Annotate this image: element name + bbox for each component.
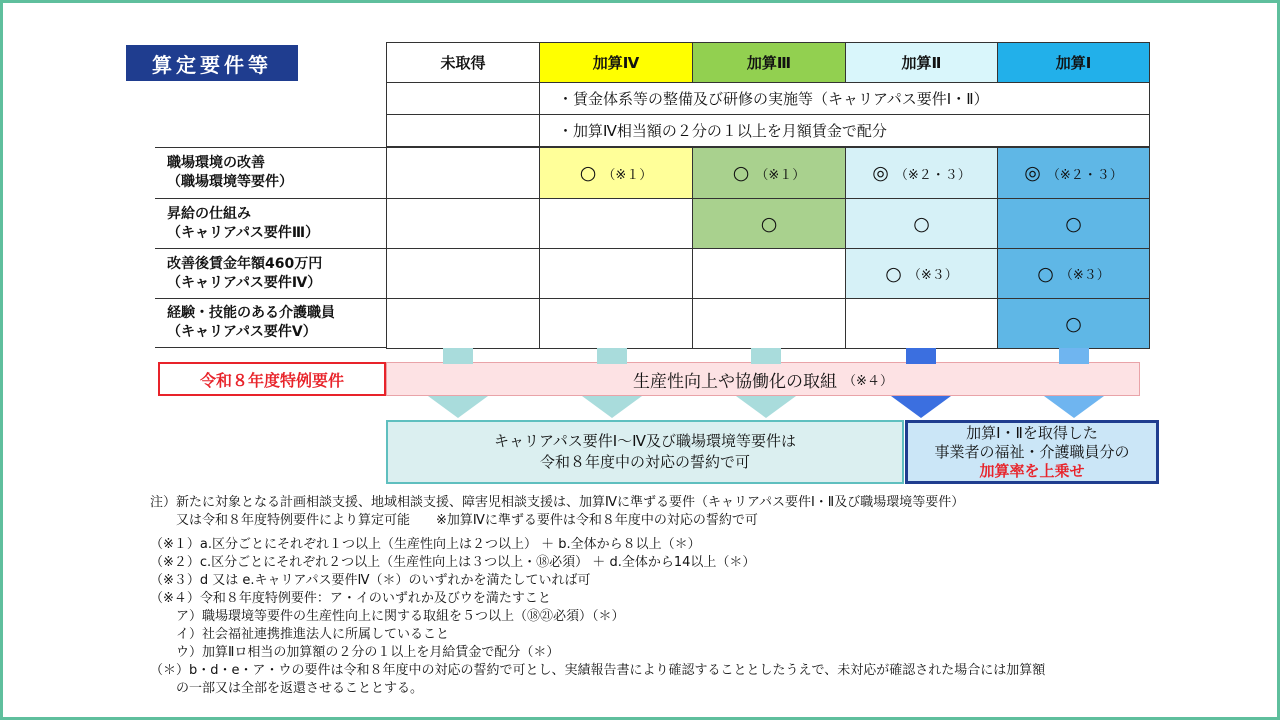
down-arrow-icon <box>428 396 488 418</box>
column-header-label: 未取得 <box>440 54 486 72</box>
requirement-cell <box>845 198 998 249</box>
column-header-label: 加算Ⅲ <box>746 54 792 72</box>
row-label-line: 職場環境の改善 <box>167 155 265 171</box>
column-header <box>997 42 1150 83</box>
requirement-mark: ○ <box>885 262 902 285</box>
column-header <box>386 42 540 83</box>
arrow-stem <box>1059 348 1089 364</box>
requirement-mark: ◎ <box>872 162 889 184</box>
column-header-label: 加算Ⅰ <box>1055 54 1092 72</box>
requirement-cell <box>539 248 693 299</box>
footnote-line: （※１）a.区分ごとにそれぞれ１つ以上（生産性向上は２つ以上） ＋ b.全体から８以上（＊） <box>150 537 701 552</box>
row-label-line: 昇給の仕組み <box>167 205 251 222</box>
row-label <box>155 198 386 248</box>
requirement-cell <box>386 248 540 299</box>
arrow-stem <box>597 348 627 364</box>
footnote-line: （＊）b・d・e・ア・ウの要件は令和８年度中の対応の誓約で可とし、実績報告書により確認することとしたうえで、未対応が確認された場合には加算額 <box>150 663 1046 678</box>
arrow-stem <box>906 348 936 364</box>
footnote-line: （※４）令和８年度特例要件：ア・イのいずれか及びウを満たすこと <box>150 591 551 606</box>
empty-cell <box>386 114 540 147</box>
requirement-cell <box>386 198 540 249</box>
requirement-note: （※１） <box>602 167 653 183</box>
requirement-cell <box>539 298 693 349</box>
footnotes <box>150 494 1230 698</box>
requirement-note: （※２・３） <box>1046 167 1123 183</box>
requirement-cell <box>539 198 693 249</box>
row-label <box>155 248 386 298</box>
requirement-cell <box>845 147 998 199</box>
banner-text: ・賃金体系等の整備及び研修の実施等（キャリアパス要件Ⅰ・Ⅱ） <box>558 90 989 108</box>
outcome-pledge-line-2: 令和８年度中の対応の誓約で可 <box>539 453 750 471</box>
requirement-note: （※３） <box>907 268 958 283</box>
requirement-mark: ○ <box>1065 312 1082 335</box>
requirement-mark: ○ <box>732 162 750 184</box>
requirement-mark: ○ <box>760 212 778 235</box>
requirement-mark: ○ <box>579 162 597 184</box>
requirement-cell <box>386 298 540 349</box>
requirement-cell <box>997 198 1150 249</box>
requirement-note: （※３） <box>1059 268 1110 283</box>
requirement-cell <box>692 147 846 199</box>
special-requirement-bar <box>386 362 1140 396</box>
row-label <box>155 298 386 348</box>
requirement-cell <box>997 147 1150 199</box>
row-label-line: 経験・技能のある介護職員 <box>167 305 335 321</box>
column-header <box>692 42 846 83</box>
row-label-line: （キャリアパス要件Ⅲ） <box>167 224 320 241</box>
section-title: 算定要件等 <box>126 45 298 81</box>
banner-text: ・加算Ⅳ相当額の２分の１以上を月額賃金で配分 <box>558 122 887 140</box>
down-arrow-icon <box>736 396 796 418</box>
row-label-line: （キャリアパス要件Ⅴ） <box>167 324 317 340</box>
requirement-cell <box>997 248 1150 299</box>
down-arrow-icon <box>1044 396 1104 418</box>
requirement-cell <box>845 298 998 349</box>
arrow-stem <box>751 348 781 364</box>
outcome-rate-emphasis: 加算率を上乗せ <box>979 461 1085 480</box>
footnote-line: （※３）d 又は e.キャリアパス要件Ⅳ（＊）のいずれかを満たしていれば可 <box>150 573 591 588</box>
requirement-cell <box>386 147 540 199</box>
outcome-pledge-box <box>386 420 904 484</box>
special-requirement-label: 令和８年度特例要件 <box>158 362 386 396</box>
down-arrow-icon <box>582 396 642 418</box>
column-header-label: 加算Ⅳ <box>592 54 640 72</box>
column-header-label: 加算Ⅱ <box>901 54 942 72</box>
requirement-mark: ○ <box>913 212 930 235</box>
requirement-cell <box>692 248 846 299</box>
column-header <box>845 42 998 83</box>
outcome-rate-box <box>905 420 1159 484</box>
footnote-line: 注）新たに対象となる計画相談支援、地域相談支援、障害児相談支援は、加算Ⅳに準ずる要件（キャリアパス要件Ⅰ・Ⅱ及び職場環境等要件） <box>150 495 965 510</box>
row-label-line: 改善後賃金年額460万円 <box>167 255 323 272</box>
footnote-line: ウ）加算Ⅱロ相当の加算額の２分の１以上を月給賃金で配分（＊） <box>150 645 560 660</box>
requirement-cell <box>539 147 693 199</box>
requirement-mark: ○ <box>1037 262 1054 285</box>
row-label-line: （職場環境等要件） <box>167 174 293 190</box>
requirement-cell <box>997 298 1150 349</box>
requirement-cell <box>845 248 998 299</box>
banner-row <box>539 114 1150 147</box>
special-bar-text: 生産性向上や協働化の取組 <box>633 371 838 392</box>
requirement-mark: ○ <box>1065 212 1082 235</box>
requirement-note: （※２・３） <box>894 167 971 183</box>
requirement-note: （※１） <box>755 167 806 183</box>
row-label-line: （キャリアパス要件Ⅳ） <box>167 274 322 291</box>
requirement-cell <box>692 298 846 349</box>
row-label <box>155 147 386 198</box>
column-header <box>539 42 693 83</box>
footnote-line: （※２）c.区分ごとにそれぞれ２つ以上（生産性向上は３つ以上・⑱必須） ＋ d.全体から14以上（＊） <box>150 555 756 570</box>
outcome-rate-line-2: 事業者の福祉・介護職員分の <box>934 442 1130 461</box>
down-arrow-icon <box>891 396 951 418</box>
footnote-line: の一部又は全部を返還させることとする。 <box>150 681 424 696</box>
arrow-stem <box>443 348 473 364</box>
footnote-line: イ）社会福祉連携推進法人に所属していること <box>150 627 450 642</box>
requirement-mark: ◎ <box>1024 162 1041 184</box>
footnote-line: 又は令和８年度特例要件により算定可能 ※加算Ⅳに準ずる要件は令和８年度中の対応の誓約で可 <box>150 513 758 528</box>
empty-cell <box>386 82 540 115</box>
footnote-line: ア）職場環境等要件の生産性向上に関する取組を５つ以上（⑱㉑必須）（＊） <box>150 609 625 624</box>
outcome-rate-line-1: 加算Ⅰ・Ⅱを取得した <box>966 423 1098 442</box>
requirement-cell <box>692 198 846 249</box>
outcome-pledge-line-1: キャリアパス要件Ⅰ～Ⅳ及び職場環境等要件は <box>493 432 797 450</box>
special-bar-note: （※４） <box>843 373 893 389</box>
banner-row <box>539 82 1150 115</box>
